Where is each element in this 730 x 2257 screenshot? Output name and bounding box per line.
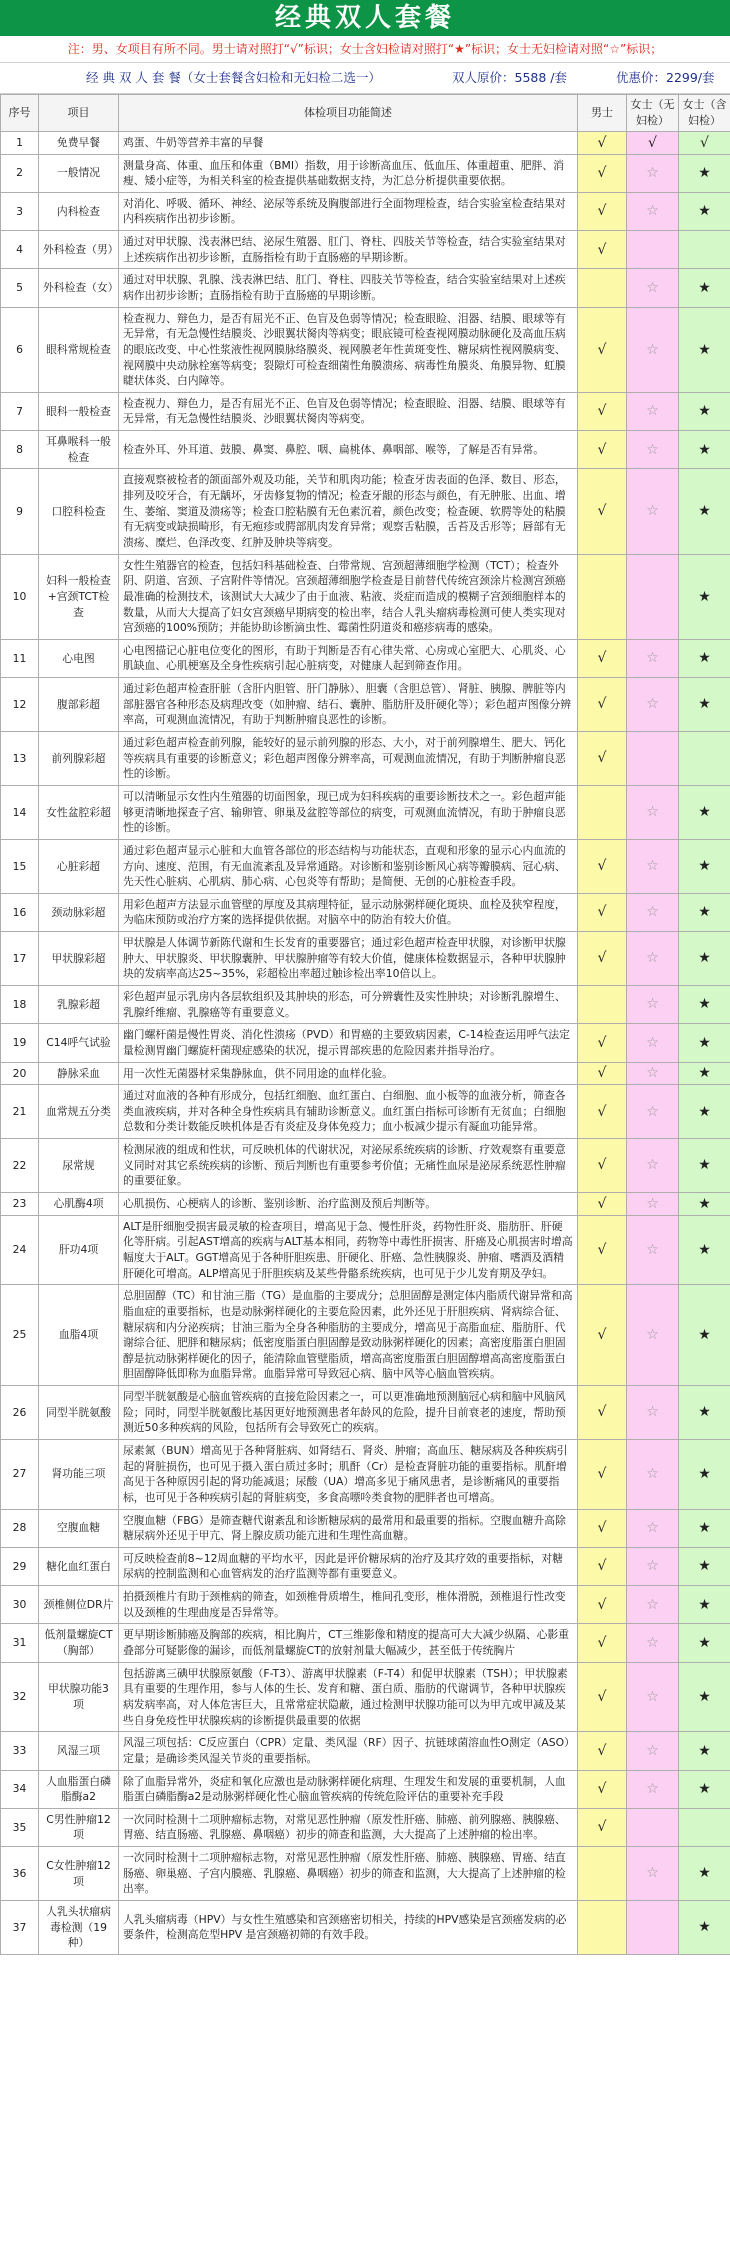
row-description: 风湿三项包括：C反应蛋白（CPR）定量、类风湿（RF）因子、抗链球菌溶血性O测定（ASO）定量；是确诊类风湿关节炎的重要指标。 bbox=[119, 1732, 578, 1770]
row-female-gyn-mark bbox=[679, 732, 730, 786]
page-title: 经典双人套餐 bbox=[0, 0, 730, 36]
row-female-gyn-mark: ★ bbox=[679, 469, 730, 554]
row-female-no-gyn-mark: ☆ bbox=[627, 985, 679, 1023]
row-male-mark: √ bbox=[578, 1215, 627, 1285]
row-item-name: 心电图 bbox=[39, 639, 119, 677]
row-item-name: 外科检查（女） bbox=[39, 269, 119, 307]
row-item-name: C男性肿瘤12项 bbox=[39, 1808, 119, 1846]
table-row bbox=[1, 639, 730, 677]
row-female-gyn-mark: ★ bbox=[679, 1215, 730, 1285]
row-female-no-gyn-mark: ☆ bbox=[627, 932, 679, 986]
table-row bbox=[1, 839, 730, 893]
row-description: 检查视力、辩色力，是否有屈光不正、色盲及色弱等情况；检查眼睑、泪器、结膜、眼球等有无异常，有无急慢性结膜炎、沙眼翼状胬肉等病变；眼底镜可检查视网膜动脉硬化及高血压病的眼底改变、中心性浆液性视网膜脉络膜炎、视网膜老年性黄斑变性、糖尿病性视网膜病变、视网膜中央动脉栓塞等病变；裂隙灯可检查细菌性角膜溃疡、病毒性角膜炎、角膜异物、虹膜睫状体炎、白内障等。 bbox=[119, 307, 578, 392]
original-price: 双人原价：5588 /套 bbox=[452, 70, 567, 85]
row-male-mark: √ bbox=[578, 639, 627, 677]
row-female-gyn-mark: ★ bbox=[679, 1586, 730, 1624]
row-description: 通过对甲状腺、乳腺、浅表淋巴结、肛门、脊柱、四肢关节等检查，结合实验室结果对上述疾病作出初步诊断；直肠指检有助于直肠癌的早期诊断。 bbox=[119, 269, 578, 307]
row-description: 直接观察被检者的颌面部外观及功能，关节和肌肉功能；检查牙齿表面的色泽、数目、形态，排列及咬牙合，有无龋坏，牙齿修复物的情况；检查牙龈的形态与颜色，有无肿胀、出血、增生、萎缩、窦道及溃疡等；检查口腔粘膜有无色素沉着，颜色改变；检查硬、软腭等处的粘膜有无病变或缺损畸形，有无疱疹或腭部肌肉发育异常；观察舌粘膜，舌苔及舌形等；唇部有无溃疡、糜烂、色泽改变、红肿及肿块等病变。 bbox=[119, 469, 578, 554]
row-female-gyn-mark: ★ bbox=[679, 307, 730, 392]
header-female-no-gyn: 女士（无妇检） bbox=[627, 95, 679, 132]
row-description: 检测尿液的组成和性状，可反映机体的代谢状况，对泌尿系统疾病的诊断、疗效观察有重要意义同时对其它系统疾病的诊断、预后判断也有重要参考价值；无痛性血尿是泌尿系统恶性肿瘤的重要征象。 bbox=[119, 1139, 578, 1193]
row-female-gyn-mark: ★ bbox=[679, 1085, 730, 1139]
table-row bbox=[1, 932, 730, 986]
row-description: 鸡蛋、牛奶等营养丰富的早餐 bbox=[119, 131, 578, 154]
row-female-gyn-mark: √ bbox=[679, 131, 730, 154]
row-number: 12 bbox=[1, 678, 39, 732]
table-header-row bbox=[1, 95, 730, 132]
row-female-gyn-mark: ★ bbox=[679, 431, 730, 469]
row-male-mark bbox=[578, 985, 627, 1023]
row-female-no-gyn-mark: ☆ bbox=[627, 1193, 679, 1216]
row-number: 31 bbox=[1, 1624, 39, 1662]
row-number: 15 bbox=[1, 839, 39, 893]
row-male-mark: √ bbox=[578, 1509, 627, 1547]
row-female-no-gyn-mark: ☆ bbox=[627, 269, 679, 307]
table-row bbox=[1, 1662, 730, 1732]
row-female-no-gyn-mark: ☆ bbox=[627, 1139, 679, 1193]
row-male-mark: √ bbox=[578, 1662, 627, 1732]
row-item-name: 心肌酶4项 bbox=[39, 1193, 119, 1216]
row-female-gyn-mark: ★ bbox=[679, 932, 730, 986]
table-row bbox=[1, 985, 730, 1023]
table-row bbox=[1, 1624, 730, 1662]
row-item-name: 一般情况 bbox=[39, 154, 119, 192]
header-male: 男士 bbox=[578, 95, 627, 132]
row-item-name: 眼科一般检查 bbox=[39, 392, 119, 430]
row-number: 33 bbox=[1, 1732, 39, 1770]
row-male-mark: √ bbox=[578, 839, 627, 893]
row-item-name: 甲状腺彩超 bbox=[39, 932, 119, 986]
row-number: 16 bbox=[1, 893, 39, 931]
row-male-mark: √ bbox=[578, 1193, 627, 1216]
table-row bbox=[1, 554, 730, 639]
row-item-name: 腹部彩超 bbox=[39, 678, 119, 732]
row-description: 用一次性无菌器材采集静脉血，供不同用途的血样化验。 bbox=[119, 1062, 578, 1085]
row-female-no-gyn-mark: ☆ bbox=[627, 893, 679, 931]
row-number: 4 bbox=[1, 231, 39, 269]
package-name: 经 典 双 人 套 餐（女士套餐含妇检和无妇检二选一） bbox=[86, 70, 381, 85]
row-male-mark: √ bbox=[578, 1024, 627, 1062]
row-number: 34 bbox=[1, 1770, 39, 1808]
row-number: 28 bbox=[1, 1509, 39, 1547]
table-row bbox=[1, 469, 730, 554]
row-number: 6 bbox=[1, 307, 39, 392]
row-female-gyn-mark: ★ bbox=[679, 1139, 730, 1193]
row-male-mark: √ bbox=[578, 1732, 627, 1770]
table-row bbox=[1, 431, 730, 469]
header-female-gyn: 女士（含妇检） bbox=[679, 95, 730, 132]
row-item-name: 免费早餐 bbox=[39, 131, 119, 154]
row-description: 通过彩色超声显示心脏和大血管各部位的形态结构与功能状态，直观和形象的显示心内血流的方向、速度、范围，有无血流紊乱及异常通路。对诊断和鉴别诊断风心病等瓣膜病、冠心病、先天性心脏病、心肌病、肺心病、心包炎等有帮助；是简便、无创的心脏检查手段。 bbox=[119, 839, 578, 893]
row-item-name: 颈椎侧位DR片 bbox=[39, 1586, 119, 1624]
row-male-mark: √ bbox=[578, 469, 627, 554]
table-row bbox=[1, 1215, 730, 1285]
row-female-no-gyn-mark: ☆ bbox=[627, 1215, 679, 1285]
table-row bbox=[1, 307, 730, 392]
row-female-no-gyn-mark: ☆ bbox=[627, 392, 679, 430]
row-female-gyn-mark bbox=[679, 1808, 730, 1846]
row-item-name: 肝功4项 bbox=[39, 1215, 119, 1285]
row-female-no-gyn-mark: ☆ bbox=[627, 1440, 679, 1510]
row-item-name: 肾功能三项 bbox=[39, 1440, 119, 1510]
row-item-name: 静脉采血 bbox=[39, 1062, 119, 1085]
row-number: 1 bbox=[1, 131, 39, 154]
row-female-no-gyn-mark bbox=[627, 554, 679, 639]
header-desc: 体检项目功能简述 bbox=[119, 95, 578, 132]
row-male-mark bbox=[578, 1901, 627, 1955]
row-item-name: 血常规五分类 bbox=[39, 1085, 119, 1139]
row-female-gyn-mark: ★ bbox=[679, 1193, 730, 1216]
row-item-name: 前列腺彩超 bbox=[39, 732, 119, 786]
row-male-mark: √ bbox=[578, 932, 627, 986]
row-female-gyn-mark: ★ bbox=[679, 1624, 730, 1662]
row-female-gyn-mark: ★ bbox=[679, 269, 730, 307]
row-description: 幽门螺杆菌是慢性胃炎、消化性溃疡（PVD）和胃癌的主要致病因素，C-14检查运用呼气法定量检测胃幽门螺旋杆菌现症感染的状况，提示胃部疾患的危险因素并指导治疗。 bbox=[119, 1024, 578, 1062]
row-female-no-gyn-mark: ☆ bbox=[627, 1024, 679, 1062]
row-female-gyn-mark: ★ bbox=[679, 893, 730, 931]
row-number: 24 bbox=[1, 1215, 39, 1285]
row-description: 通过对血液的各种有形成分，包括红细胞、血红蛋白、白细胞、血小板等的血液分析，筛查各类血液疾病，并对各种全身性疾病具有辅助诊断意义。血红蛋白指标可诊断有无贫血；白细胞总数和分类计数能反映机体是否有炎症及身体免疫力；血小板减少提示有凝血功能异常。 bbox=[119, 1085, 578, 1139]
table-row bbox=[1, 269, 730, 307]
row-female-no-gyn-mark: ☆ bbox=[627, 1509, 679, 1547]
row-male-mark: √ bbox=[578, 192, 627, 230]
row-description: 除了血脂异常外，炎症和氧化应激也是动脉粥样硬化病理、生理发生和发展的重要机制，人血脂蛋白磷脂酶a2是动脉粥样硬化性心脑血管疾病的传统危险评估的重要补充手段 bbox=[119, 1770, 578, 1808]
row-number: 19 bbox=[1, 1024, 39, 1062]
row-item-name: 耳鼻喉科一般检查 bbox=[39, 431, 119, 469]
row-female-no-gyn-mark: ☆ bbox=[627, 785, 679, 839]
row-number: 26 bbox=[1, 1386, 39, 1440]
row-number: 23 bbox=[1, 1193, 39, 1216]
row-female-gyn-mark: ★ bbox=[679, 1285, 730, 1386]
row-number: 9 bbox=[1, 469, 39, 554]
row-number: 20 bbox=[1, 1062, 39, 1085]
row-number: 30 bbox=[1, 1586, 39, 1624]
row-item-name: 同型半胱氨酸 bbox=[39, 1386, 119, 1440]
row-female-no-gyn-mark: ☆ bbox=[627, 1547, 679, 1585]
row-female-no-gyn-mark: √ bbox=[627, 131, 679, 154]
row-item-name: 血脂4项 bbox=[39, 1285, 119, 1386]
row-female-no-gyn-mark bbox=[627, 1901, 679, 1955]
row-female-no-gyn-mark: ☆ bbox=[627, 839, 679, 893]
table-row bbox=[1, 1808, 730, 1846]
row-number: 13 bbox=[1, 732, 39, 786]
row-male-mark bbox=[578, 554, 627, 639]
row-female-gyn-mark: ★ bbox=[679, 1901, 730, 1955]
row-female-gyn-mark: ★ bbox=[679, 785, 730, 839]
table-row bbox=[1, 131, 730, 154]
row-male-mark: √ bbox=[578, 732, 627, 786]
row-female-no-gyn-mark bbox=[627, 231, 679, 269]
table-row bbox=[1, 1901, 730, 1955]
row-female-no-gyn-mark: ☆ bbox=[627, 1285, 679, 1386]
row-female-gyn-mark: ★ bbox=[679, 1062, 730, 1085]
row-male-mark: √ bbox=[578, 1440, 627, 1510]
row-female-no-gyn-mark bbox=[627, 732, 679, 786]
row-female-no-gyn-mark: ☆ bbox=[627, 1624, 679, 1662]
row-number: 3 bbox=[1, 192, 39, 230]
row-number: 18 bbox=[1, 985, 39, 1023]
row-male-mark: √ bbox=[578, 1285, 627, 1386]
table-row bbox=[1, 893, 730, 931]
row-number: 14 bbox=[1, 785, 39, 839]
table-row bbox=[1, 1732, 730, 1770]
discount-price: 优惠价：2299/套 bbox=[616, 70, 715, 85]
row-number: 7 bbox=[1, 392, 39, 430]
row-female-no-gyn-mark: ☆ bbox=[627, 1847, 679, 1901]
row-description: 通过彩色超声检查前列腺，能较好的显示前列腺的形态、大小，对于前列腺增生、肥大、钙化等疾病具有重要的诊断意义；彩色超声图像分辨率高，可观测血流情况，有助于判断肿瘤良恶性的诊断。 bbox=[119, 732, 578, 786]
row-number: 10 bbox=[1, 554, 39, 639]
row-female-no-gyn-mark: ☆ bbox=[627, 1662, 679, 1732]
row-number: 2 bbox=[1, 154, 39, 192]
row-female-no-gyn-mark: ☆ bbox=[627, 1386, 679, 1440]
header-item: 项目 bbox=[39, 95, 119, 132]
row-item-name: 女性盆腔彩超 bbox=[39, 785, 119, 839]
row-female-gyn-mark: ★ bbox=[679, 392, 730, 430]
row-description: ALT是肝细胞受损害最灵敏的检查项目，增高见于急、慢性肝炎，药物性肝炎、脂肪肝、肝硬化等肝病。引起AST增高的疾病与ALT基本相同，药物等中毒性肝损害、肝癌及心肌损害时增高幅度大于ALT。GGT增高见于各种肝胆疾患、肝硬化、肝癌、急性胰腺炎、肿瘤、嗜酒及酒精肝硬化可增高。ALP增高见于肝胆疾病及某些骨骼系统疾病，也可见于少儿发育期及孕妇。 bbox=[119, 1215, 578, 1285]
row-item-name: 妇科一般检查+宫颈TCT检查 bbox=[39, 554, 119, 639]
row-description: 更早期诊断肺癌及胸部的疾病，相比胸片，CT三维影像和精度的提高可大大减少纵隔、心影重叠部分可疑影像的漏诊，而低剂量螺旋CT的放射剂量大幅减少，甚至低于传统胸片 bbox=[119, 1624, 578, 1662]
row-male-mark: √ bbox=[578, 131, 627, 154]
row-male-mark: √ bbox=[578, 154, 627, 192]
row-female-gyn-mark: ★ bbox=[679, 1440, 730, 1510]
row-item-name: 口腔科检查 bbox=[39, 469, 119, 554]
row-male-mark: √ bbox=[578, 1085, 627, 1139]
row-item-name: C女性肿瘤12项 bbox=[39, 1847, 119, 1901]
row-number: 22 bbox=[1, 1139, 39, 1193]
row-number: 36 bbox=[1, 1847, 39, 1901]
row-female-no-gyn-mark: ☆ bbox=[627, 192, 679, 230]
row-female-no-gyn-mark: ☆ bbox=[627, 1732, 679, 1770]
row-description: 用彩色超声方法显示血管壁的厚度及其病理特征，显示动脉粥样硬化斑块、血栓及狭窄程度，为临床预防或治疗方案的选择提供依据。对脑卒中的防治有较大价值。 bbox=[119, 893, 578, 931]
table-row bbox=[1, 1586, 730, 1624]
table-row bbox=[1, 1085, 730, 1139]
row-female-gyn-mark bbox=[679, 231, 730, 269]
row-male-mark: √ bbox=[578, 1624, 627, 1662]
row-female-gyn-mark: ★ bbox=[679, 1024, 730, 1062]
row-male-mark: √ bbox=[578, 678, 627, 732]
row-male-mark: √ bbox=[578, 1770, 627, 1808]
table-row bbox=[1, 1386, 730, 1440]
row-female-no-gyn-mark bbox=[627, 1808, 679, 1846]
row-female-gyn-mark: ★ bbox=[679, 1662, 730, 1732]
row-female-gyn-mark: ★ bbox=[679, 1847, 730, 1901]
row-description: 女性生殖器官的检查，包括妇科基础检查、白带常规、宫颈超薄细胞学检测（TCT）；检查外阴、阴道、宫颈、子宫附件等情况。宫颈超薄细胞学检查是目前替代传统宫颈涂片检测宫颈癌最准确的检测技术，该测试大大减少了由于血液、粘液、炎症而造成的模糊子宫颈细胞样本的数量，从而大大提高了妇女宫颈癌早期病变的检出率，结合人乳头瘤病毒检测可使人类实现对宫颈癌的100%预防；并能协助诊断滴虫性、霉菌性阴道炎和癌疹病毒的感染。 bbox=[119, 554, 578, 639]
row-female-no-gyn-mark: ☆ bbox=[627, 307, 679, 392]
row-item-name: 外科检查（男） bbox=[39, 231, 119, 269]
row-female-gyn-mark: ★ bbox=[679, 1386, 730, 1440]
row-item-name: 人血脂蛋白磷脂酶a2 bbox=[39, 1770, 119, 1808]
row-male-mark bbox=[578, 269, 627, 307]
row-number: 21 bbox=[1, 1085, 39, 1139]
row-description: 一次同时检测十二项肿瘤标志物，对常见恶性肿瘤（原发性肝癌、肺癌、前列腺癌、胰腺癌、胃癌、结直肠癌、乳腺癌、鼻咽癌）初步的筛查和监测，大大提高了上述肿瘤的检出率。 bbox=[119, 1808, 578, 1846]
table-row bbox=[1, 1770, 730, 1808]
row-description: 心电图描记心脏电位变化的图形，有助于判断是否有心律失常、心房或心室肥大、心肌炎、心肌缺血、心肌梗塞及全身性疾病引起心脏病变，对健康人起到筛查作用。 bbox=[119, 639, 578, 677]
row-male-mark bbox=[578, 785, 627, 839]
row-description: 尿素氮（BUN）增高见于各种肾脏病、如肾结石、肾炎、肿瘤；高血压、糖尿病及各种疾病引起的肾脏损伤，也可见于摄入蛋白质过多时；肌酐（Cr）是检查肾脏功能的重要指标。肌酐增高见于各种原因引起的肾功能减退；尿酸（UA）增高多见于痛风患者，是诊断痛风的重要指标，也可见于各种疾病引起的肾脏病变，多食高嘌呤类食物的肥胖者也可增高。 bbox=[119, 1440, 578, 1510]
table-row bbox=[1, 1847, 730, 1901]
row-item-name: 内科检查 bbox=[39, 192, 119, 230]
row-female-gyn-mark: ★ bbox=[679, 1732, 730, 1770]
row-female-gyn-mark: ★ bbox=[679, 1509, 730, 1547]
row-item-name: 乳腺彩超 bbox=[39, 985, 119, 1023]
row-description: 同型半胱氨酸是心脑血管疾病的直接危险因素之一，可以更准确地预测脑冠心病和脑中风脑风险；同时，同型半胱氨酸比基因更好地预测患者年龄风的危险，提升目前衰老的速度，帮助预测近50多种疾病的风险，包括所有会导致死亡的疾病。 bbox=[119, 1386, 578, 1440]
row-number: 32 bbox=[1, 1662, 39, 1732]
row-description: 心肌损伤、心梗病人的诊断、鉴别诊断、治疗监测及预后判断等。 bbox=[119, 1193, 578, 1216]
row-description: 彩色超声显示乳房内各层软组织及其肿块的形态，可分辨囊性及实性肿块；对诊断乳腺增生、乳腺纤维瘤、乳腺癌等有重要意义。 bbox=[119, 985, 578, 1023]
row-description: 检查视力、辩色力，是否有屈光不正、色盲及色弱等情况；检查眼睑、泪器、结膜、眼球等有无异常，有无急慢性结膜炎、沙眼翼状胬肉等病变。 bbox=[119, 392, 578, 430]
table-row bbox=[1, 1509, 730, 1547]
row-description: 通过对甲状腺、浅表淋巴结、泌尿生殖器、肛门、脊柱、四肢关节等检查，结合实验室结果对上述疾病作出初步诊断，直肠指检有助于直肠癌的早期诊断。 bbox=[119, 231, 578, 269]
table-body bbox=[1, 131, 730, 1954]
row-female-no-gyn-mark: ☆ bbox=[627, 639, 679, 677]
notice-text: 注：男、女项目有所不同。男士请对照打“√”标识；女士含妇检请对照打“★”标识；女士无妇检请对照“☆”标识； bbox=[0, 36, 730, 63]
row-number: 8 bbox=[1, 431, 39, 469]
row-female-no-gyn-mark: ☆ bbox=[627, 154, 679, 192]
row-female-gyn-mark: ★ bbox=[679, 192, 730, 230]
row-female-no-gyn-mark: ☆ bbox=[627, 678, 679, 732]
row-male-mark: √ bbox=[578, 1586, 627, 1624]
table-row bbox=[1, 678, 730, 732]
row-female-no-gyn-mark: ☆ bbox=[627, 431, 679, 469]
row-description: 总胆固醇（TC）和甘油三脂（TG）是血脂的主要成分；总胆固醇是测定体内脂质代谢异常和高脂血症的重要指标，也是动脉粥样硬化的主要危险因素，此外还见于肝胆疾病、肾病综合征、糖尿病和内分泌疾病；甘油三脂为全身各种脂肪的主要成分，增高见于高脂血症、脂肪肝、代谢综合征、肥胖和糖尿病；低密度脂蛋白胆固醇是致动脉粥样硬化的因素；高密度脂蛋白胆固醇是抗动脉粥样硬化的因子，能清除血管壁脂质，增高高密度脂蛋白胆固醇增高高密度脂蛋白胆固醇降低即称为血脂异常。血脂异常可导致冠心病、脑中风等心脑血管疾病。 bbox=[119, 1285, 578, 1386]
row-description: 通过彩色超声检查肝脏（含肝内胆管、肝门静脉）、胆囊（含胆总管）、肾脏、胰腺、脾脏等内部脏器官各种形态及病理改变（如肿瘤、结石、囊肿、脂肪肝及肝硬化等）；彩色超声图像分辨率高，可观测血流情况，有助于判断肿瘤良恶性的诊断。 bbox=[119, 678, 578, 732]
row-item-name: 空腹血糖 bbox=[39, 1509, 119, 1547]
row-female-no-gyn-mark: ☆ bbox=[627, 1085, 679, 1139]
row-male-mark: √ bbox=[578, 431, 627, 469]
exam-items-table bbox=[0, 94, 730, 1955]
row-female-no-gyn-mark: ☆ bbox=[627, 1062, 679, 1085]
header-no: 序号 bbox=[1, 95, 39, 132]
table-row bbox=[1, 231, 730, 269]
row-male-mark: √ bbox=[578, 1808, 627, 1846]
table-row bbox=[1, 732, 730, 786]
row-item-name: 人乳头状瘤病毒检测（19种） bbox=[39, 1901, 119, 1955]
row-male-mark: √ bbox=[578, 1139, 627, 1193]
row-number: 11 bbox=[1, 639, 39, 677]
row-description: 可反映检查前8~12周血糖的平均水平，因此是评价糖尿病的治疗及其疗效的重要指标，对糖尿病的控制监测和心血管病发的治疗监测等都有重要意义。 bbox=[119, 1547, 578, 1585]
row-item-name: 糖化血红蛋白 bbox=[39, 1547, 119, 1585]
table-row bbox=[1, 1193, 730, 1216]
row-female-no-gyn-mark: ☆ bbox=[627, 1770, 679, 1808]
row-female-gyn-mark: ★ bbox=[679, 1547, 730, 1585]
row-description: 拍摄颈椎片有助于颈椎病的筛查，如颈椎骨质增生，椎间孔变形，椎体滑脱，颈椎退行性改变以及颈椎的生理曲度是否异常等。 bbox=[119, 1586, 578, 1624]
table-row bbox=[1, 785, 730, 839]
row-description: 检查外耳、外耳道、鼓膜、鼻窦、鼻腔、咽、扁桃体、鼻咽部、喉等，了解是否有异常。 bbox=[119, 431, 578, 469]
row-description: 一次同时检测十二项肿瘤标志物，对常见恶性肿瘤（原发性肝癌、肺癌、胰腺癌、胃癌、结直肠癌、卵巢癌、子宫内膜癌、乳腺癌、鼻咽癌）初步的筛查和监测，大大提高了上述肿瘤的检出率。 bbox=[119, 1847, 578, 1901]
table-row bbox=[1, 154, 730, 192]
row-description: 可以清晰显示女性内生殖器的切面图象，现已成为妇科疾病的重要诊断技术之一。彩色超声能够更清晰地探查子宫、输卵管、卵巢及盆腔等部位的病变，可观测血流情况，有助于肿瘤良恶性的诊断。 bbox=[119, 785, 578, 839]
row-female-no-gyn-mark: ☆ bbox=[627, 469, 679, 554]
row-number: 5 bbox=[1, 269, 39, 307]
row-male-mark: √ bbox=[578, 392, 627, 430]
row-number: 37 bbox=[1, 1901, 39, 1955]
row-female-gyn-mark: ★ bbox=[679, 639, 730, 677]
table-row bbox=[1, 1547, 730, 1585]
row-description: 人乳头瘤病毒（HPV）与女性生殖感染和宫颈癌密切相关，持续的HPV感染是宫颈癌发病的必要条件，检测高危型HPV 是宫颈癌初筛的有效手段。 bbox=[119, 1901, 578, 1955]
row-male-mark: √ bbox=[578, 1386, 627, 1440]
table-row bbox=[1, 1024, 730, 1062]
table-row bbox=[1, 1285, 730, 1386]
row-female-gyn-mark: ★ bbox=[679, 154, 730, 192]
row-number: 17 bbox=[1, 932, 39, 986]
row-male-mark: √ bbox=[578, 1062, 627, 1085]
row-description: 测量身高、体重、血压和体重（BMI）指数，用于诊断高血压、低血压、体重超重、肥胖、消瘦、矮小症等，为相关科室的检查提供基础数据支持，为汇总分析提供重要依据。 bbox=[119, 154, 578, 192]
row-female-gyn-mark: ★ bbox=[679, 839, 730, 893]
table-row bbox=[1, 1139, 730, 1193]
row-female-no-gyn-mark: ☆ bbox=[627, 1586, 679, 1624]
row-female-gyn-mark: ★ bbox=[679, 554, 730, 639]
row-number: 25 bbox=[1, 1285, 39, 1386]
row-item-name: 心脏彩超 bbox=[39, 839, 119, 893]
row-male-mark: √ bbox=[578, 893, 627, 931]
row-male-mark bbox=[578, 1847, 627, 1901]
row-description: 空腹血糖（FBG）是筛查糖代谢紊乱和诊断糖尿病的最常用和最重要的指标。空腹血糖升高除糖尿病外还见于甲亢、肾上腺皮质功能亢进和生理性高血糖。 bbox=[119, 1509, 578, 1547]
row-item-name: 尿常规 bbox=[39, 1139, 119, 1193]
table-row bbox=[1, 392, 730, 430]
row-description: 甲状腺是人体调节新陈代谢和生长发育的重要器官；通过彩色超声检查甲状腺，对诊断甲状腺肿大、甲状腺炎、甲状腺囊肿、甲状腺肿瘤等有较大价值，健康体检数据显示，各种甲状腺肿块的发病率高达25~35%，彩超检出率超过触诊检出率10倍以上。 bbox=[119, 932, 578, 986]
row-male-mark: √ bbox=[578, 307, 627, 392]
row-male-mark: √ bbox=[578, 231, 627, 269]
row-description: 包括游离三碘甲状腺原氨酸（F-T3）、游离甲状腺素（F-T4）和促甲状腺素（TSH）；甲状腺素具有重要的生理作用，参与人体的生长、发育和糖、蛋白质、脂肪的代谢调节，各种甲状腺疾病发病率高，对人体危害巨大，且常常症状隐蔽，通过检测甲状腺功能可以为甲亢或甲减及某些自身免疫性甲状腺疾病的诊断提供最重要的依据 bbox=[119, 1662, 578, 1732]
row-female-gyn-mark: ★ bbox=[679, 985, 730, 1023]
row-item-name: 风湿三项 bbox=[39, 1732, 119, 1770]
row-female-gyn-mark: ★ bbox=[679, 678, 730, 732]
row-number: 29 bbox=[1, 1547, 39, 1585]
row-number: 35 bbox=[1, 1808, 39, 1846]
table-row bbox=[1, 1062, 730, 1085]
row-number: 27 bbox=[1, 1440, 39, 1510]
table-row bbox=[1, 192, 730, 230]
row-female-gyn-mark: ★ bbox=[679, 1770, 730, 1808]
row-description: 对消化、呼吸、循环、神经、泌尿等系统及胸腹部进行全面物理检查，结合实验室检查结果对内科疾病作出初步诊断。 bbox=[119, 192, 578, 230]
row-item-name: 低剂量螺旋CT（胸部） bbox=[39, 1624, 119, 1662]
row-male-mark: √ bbox=[578, 1547, 627, 1585]
row-item-name: 眼科常规检查 bbox=[39, 307, 119, 392]
package-summary bbox=[0, 63, 730, 94]
table-row bbox=[1, 1440, 730, 1510]
row-item-name: C14呼气试验 bbox=[39, 1024, 119, 1062]
row-item-name: 甲状腺功能3项 bbox=[39, 1662, 119, 1732]
row-item-name: 颈动脉彩超 bbox=[39, 893, 119, 931]
